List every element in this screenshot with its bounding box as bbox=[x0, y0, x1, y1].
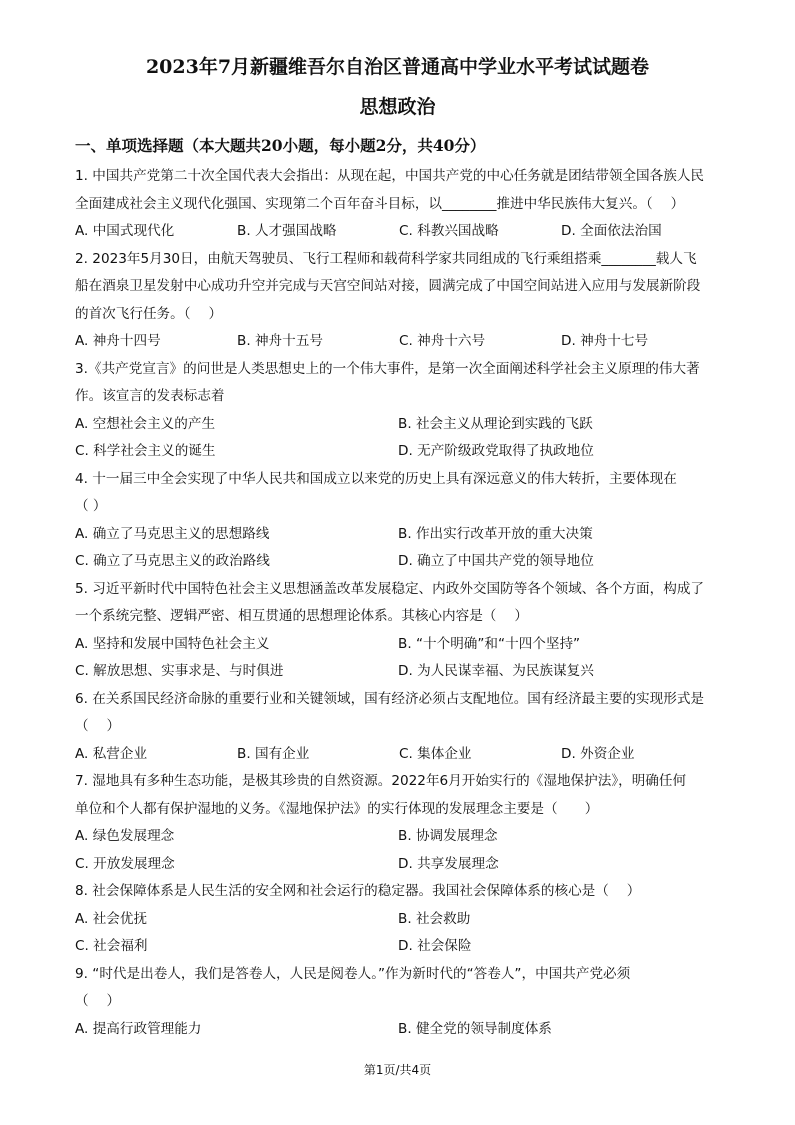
answer-option: C. 科学社会主义的诞生 bbox=[75, 443, 216, 459]
question-stem-line: 6. 在关系国民经济命脉的重要行业和关键领域，国有经济必须占支配地位。国有经济最主要的实现形式是 bbox=[75, 690, 705, 707]
question bbox=[75, 686, 735, 769]
answer-option: B. 人才强国战略 bbox=[237, 223, 337, 239]
answer-option: D. 社会保险 bbox=[398, 938, 472, 954]
question-stem-line: 7. 湿地具有多种生态功能，是极其珍贵的自然资源。2022年6月开始实行的《湿地保护法》，明确任何 bbox=[75, 773, 687, 789]
section-heading: 一、单项选择题（本大题共20小题，每小题2分，共40分） bbox=[75, 136, 486, 155]
options-row bbox=[75, 906, 735, 961]
answer-option: A. 神舟十四号 bbox=[75, 333, 161, 349]
question bbox=[75, 961, 735, 1044]
question bbox=[75, 246, 735, 356]
answer-option: C. 解放思想、实事求是、与时俱进 bbox=[75, 663, 284, 679]
question-stem-line: 1. 中国共产党第二十次全国代表大会指出：从现在起，中国共产党的中心任务就是团结带领全国各族人民 bbox=[75, 168, 705, 184]
answer-option: B. 国有企业 bbox=[237, 745, 310, 762]
options-row bbox=[75, 823, 735, 878]
answer-option: B. 作出实行改革开放的重大决策 bbox=[398, 525, 593, 542]
question-stem-line: 4. 十一届三中全会实现了中华人民共和国成立以来党的历史上具有深远意义的伟大转折，主要体现在 bbox=[75, 470, 677, 487]
answer-option: B. 健全党的领导制度体系 bbox=[398, 1020, 552, 1037]
question bbox=[75, 466, 735, 576]
question bbox=[75, 576, 735, 686]
question-stem-line: （ ） bbox=[75, 993, 121, 1009]
answer-option: C. 社会福利 bbox=[75, 938, 148, 954]
question-stem-line: 2. 2023年5月30日，由航天驾驶员、飞行工程师和载荷科学家共同组成的飞行乘组搭乘________载人飞 bbox=[75, 250, 697, 267]
options-row bbox=[75, 521, 735, 576]
answer-option: B. “十个明确”和“十四个坚持” bbox=[398, 635, 581, 652]
options-row bbox=[75, 218, 735, 246]
question-stem-line: 的首次飞行任务。（ ） bbox=[75, 305, 223, 322]
answer-option: A. 中国式现代化 bbox=[75, 223, 175, 239]
answer-option: C. 确立了马克思主义的政治路线 bbox=[75, 553, 270, 569]
answer-option: D. 神舟十七号 bbox=[561, 333, 649, 349]
answer-option: B. 社会救助 bbox=[398, 910, 471, 927]
answer-option: A. 私营企业 bbox=[75, 745, 148, 762]
question-stem-line: 作。该宣言的发表标志着 bbox=[75, 388, 225, 404]
question-stem-line: 全面建成社会主义现代化强国、实现第二个百年奋斗目标，以________推进中华民族伟大复兴。（ ） bbox=[75, 195, 685, 212]
question-list bbox=[75, 163, 735, 1043]
question-stem-line: 5. 习近平新时代中国特色社会主义思想涵盖改革发展稳定、内政外交国防等各个领域、各个方面，构成了 bbox=[75, 580, 705, 597]
answer-option: A. 绿色发展理念 bbox=[75, 828, 175, 844]
question-stem-line: 船在酒泉卫星发射中心成功升空并完成与天宫空间站对接，圆满完成了中国空间站进入应用与发展新阶段 bbox=[75, 278, 701, 294]
answer-option: D. 共享发展理念 bbox=[398, 855, 499, 872]
answer-option: A. 提高行政管理能力 bbox=[75, 1020, 202, 1037]
question bbox=[75, 356, 735, 466]
answer-option: D. 全面依法治国 bbox=[561, 223, 662, 239]
question-stem-line: 3.《共产党宣言》的问世是人类思想史上的一个伟大事件，是第一次全面阐述科学社会主义原理的伟大著 bbox=[75, 360, 700, 377]
answer-option: D. 无产阶级政党取得了执政地位 bbox=[398, 443, 594, 459]
answer-option: D. 确立了中国共产党的领导地位 bbox=[398, 553, 594, 569]
answer-option: D. 外资企业 bbox=[561, 745, 635, 762]
answer-option: C. 集体企业 bbox=[399, 745, 472, 762]
answer-option: C. 科教兴国战略 bbox=[399, 223, 499, 239]
subject-title: 思想政治 bbox=[359, 96, 436, 118]
options-row bbox=[75, 741, 735, 769]
question bbox=[75, 878, 735, 961]
page-number: 第1页/共4页 bbox=[363, 1063, 432, 1077]
question-stem-line: 8. 社会保障体系是人民生活的安全网和社会运行的稳定器。我国社会保障体系的核心是（ ） bbox=[75, 883, 641, 899]
options-row bbox=[75, 1016, 735, 1044]
question-stem-line: 单位和个人都有保护湿地的义务。《湿地保护法》的实行体现的发展理念主要是（ ） bbox=[75, 800, 599, 817]
answer-option: B. 社会主义从理论到实践的飞跃 bbox=[398, 415, 593, 432]
options-row bbox=[75, 411, 735, 466]
options-row bbox=[75, 631, 735, 686]
answer-option: A. 社会优抚 bbox=[75, 910, 148, 927]
exam-title: 2023年7月新疆维吾尔自治区普通高中学业水平考试试题卷 bbox=[145, 56, 650, 78]
question-stem-line: （ ） bbox=[75, 718, 121, 734]
question bbox=[75, 163, 735, 246]
question-stem-line: 9. “时代是出卷人，我们是答卷人，人民是阅卷人。”作为新时代的“答卷人”，中国共产党必须 bbox=[75, 965, 631, 982]
question-stem-line: 一个系统完整、逻辑严密、相互贯通的思想理论体系。其核心内容是（ ） bbox=[75, 608, 528, 624]
question bbox=[75, 768, 735, 878]
answer-option: C. 开放发展理念 bbox=[75, 855, 175, 872]
answer-option: B. 神舟十五号 bbox=[237, 333, 323, 349]
options-row bbox=[75, 328, 735, 356]
question-stem-line: （ ） bbox=[75, 498, 107, 514]
answer-option: C. 神舟十六号 bbox=[399, 333, 486, 349]
answer-option: A. 空想社会主义的产生 bbox=[75, 415, 216, 432]
answer-option: D. 为人民谋幸福、为民族谋复兴 bbox=[398, 663, 594, 679]
answer-option: A. 确立了马克思主义的思想路线 bbox=[75, 525, 270, 542]
answer-option: A. 坚持和发展中国特色社会主义 bbox=[75, 635, 270, 652]
answer-option: B. 协调发展理念 bbox=[398, 828, 498, 844]
